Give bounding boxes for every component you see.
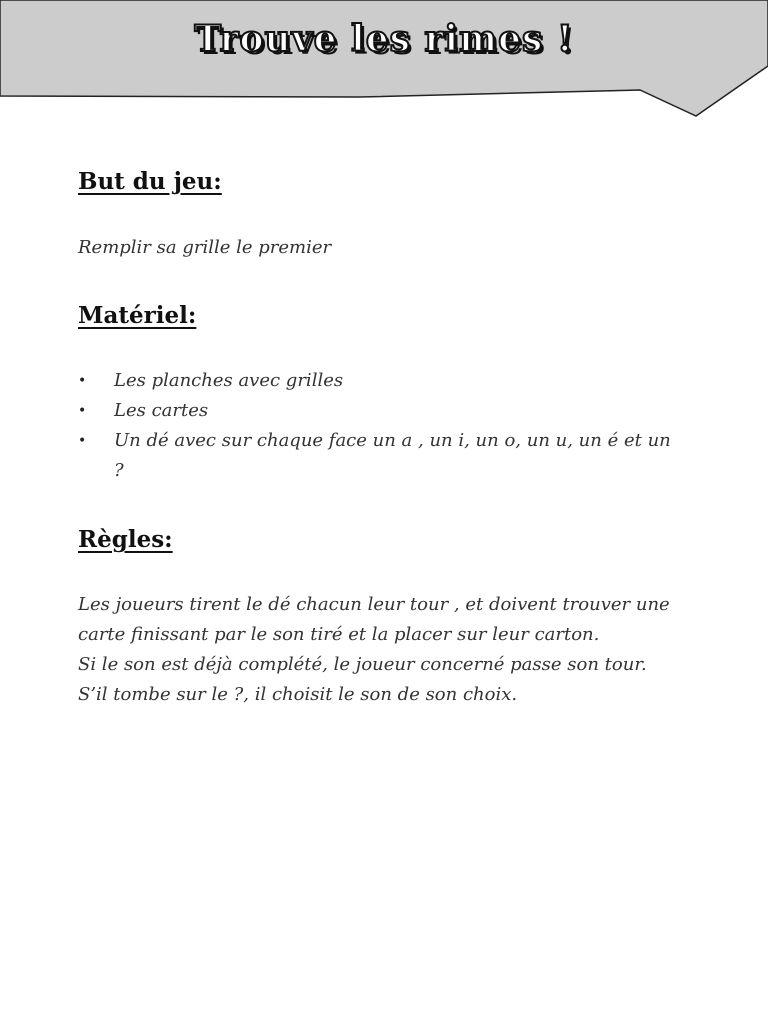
rules-paragraph: Les joueurs tirent le dé chacun leur tour , et doivent trouver une carte finissant par le son tiré et la placer sur leur carton. (78, 594, 670, 645)
bullet-icon: • (78, 433, 87, 449)
goal-text: Remplir sa grille le premier (78, 237, 332, 258)
rules-heading: Règles: (78, 526, 173, 553)
list-item (78, 426, 678, 486)
list-item (78, 366, 678, 396)
materials-heading: Matériel: (78, 302, 197, 329)
bullet-icon: • (78, 373, 87, 389)
rules-paragraph: S’il tombe sur le ?, il choisit le son de son choix. (78, 684, 518, 705)
bullet-icon: • (78, 403, 87, 419)
materials-list (78, 366, 678, 486)
rules-text (78, 590, 698, 710)
page-title: Trouve les rimes ! (194, 18, 574, 60)
list-item (78, 396, 678, 426)
rules-paragraph: Si le son est déjà complété, le joueur concerné passe son tour. (78, 654, 647, 675)
list-item-text: Les planches avec grilles (114, 370, 344, 391)
list-item-text: Un dé avec sur chaque face un a , un i, un o, un u, un é et un ? (114, 430, 671, 481)
goal-heading: But du jeu: (78, 168, 222, 195)
list-item-text: Les cartes (114, 400, 209, 421)
